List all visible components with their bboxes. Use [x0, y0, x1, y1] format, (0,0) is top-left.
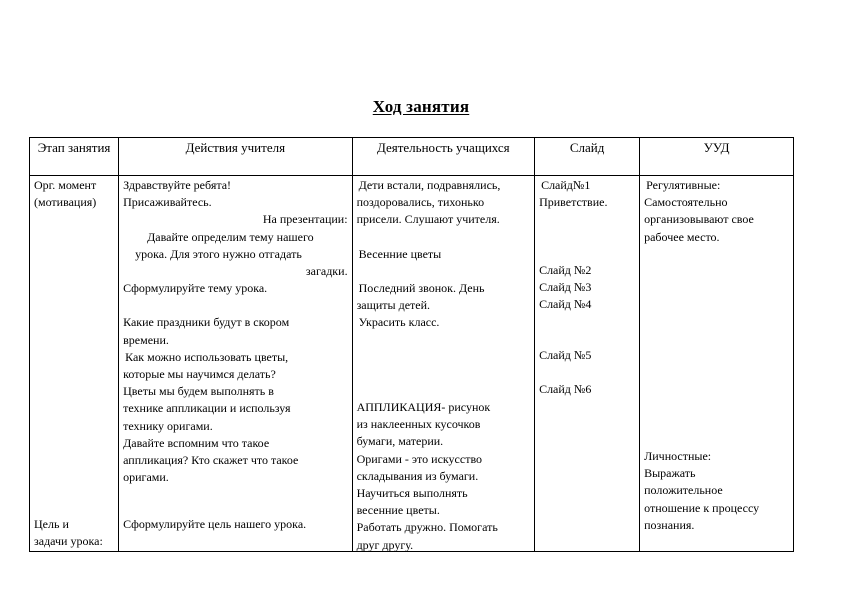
- student-line: Дети встали, подравнялись,: [358, 178, 501, 192]
- uud-line: рабочее место.: [644, 229, 720, 244]
- uud-line: Выражать: [644, 466, 696, 481]
- stage-org-line: Орг. момент: [34, 178, 97, 192]
- slide-3-label: Слайд №3: [539, 280, 592, 295]
- stage-org-line: (мотивация): [34, 195, 97, 210]
- teacher-line: загадки.: [305, 264, 348, 279]
- uud-cell: [640, 176, 794, 552]
- stage-goal-line: Цель и: [34, 517, 69, 531]
- student-line: АППЛИКАЦИЯ- рисунок: [356, 400, 491, 414]
- student-line: друг другу.: [356, 537, 414, 552]
- student-line: бумаги, материи.: [356, 434, 444, 449]
- teacher-line: которые мы научимся делать?: [123, 367, 276, 382]
- uud-line: отношение к процессу: [644, 500, 760, 515]
- uud-line: Личностные:: [644, 449, 712, 463]
- teacher-line: технику оригами.: [123, 418, 213, 433]
- teacher-line: Давайте определим тему нашего: [147, 229, 314, 244]
- table-header-row: [30, 138, 794, 176]
- student-line: из наклеенных кусочков: [356, 417, 481, 432]
- table-row: [30, 176, 794, 552]
- teacher-line: аппликация? Кто скажет что такое: [123, 453, 299, 468]
- student-line: присели. Слушают учителя.: [356, 212, 500, 227]
- header-stage: Этап занятия: [30, 138, 119, 176]
- teacher-line: Какие праздники будут в скором: [123, 315, 290, 330]
- teacher-line: Как можно использовать цветы,: [125, 349, 289, 364]
- student-line: Работать дружно. Помогать: [356, 520, 498, 535]
- page-title: Ход занятия: [372, 97, 470, 116]
- teacher-line: Здравствуйте ребята!: [123, 178, 232, 192]
- student-line: весенние цветы.: [356, 503, 440, 518]
- teacher-line: На презентации:: [262, 212, 348, 227]
- header-teacher-actions: Действия учителя: [119, 138, 352, 176]
- teacher-line: оригами.: [123, 470, 169, 485]
- student-line: Оригами - это искусство: [356, 451, 483, 466]
- student-line: Последний звонок. День: [358, 280, 485, 295]
- teacher-line: Сформулируйте тему урока.: [123, 281, 268, 296]
- header-student-activity: Деятельность учащихся: [352, 138, 535, 176]
- slide-5-label: Слайд №5: [539, 348, 592, 362]
- stage-goal: [34, 516, 103, 550]
- student-line: Украсить класс.: [358, 315, 440, 330]
- teacher-cell: [119, 176, 352, 552]
- teacher-line: Давайте вспомним что такое: [123, 435, 270, 450]
- header-slide: Слайд: [535, 138, 640, 176]
- students-cell: [352, 176, 535, 552]
- stage-goal-line: задачи урока:: [34, 534, 103, 549]
- teacher-line: урока. Для этого нужно отгадать: [135, 246, 302, 261]
- uud-line: познания.: [644, 517, 695, 532]
- slide-1-label: Слайд№1: [541, 178, 591, 192]
- student-line: складывания из бумаги.: [356, 468, 479, 483]
- slide-4-label: Слайд №4: [539, 297, 592, 312]
- slide-1-caption: Приветствие.: [539, 195, 608, 210]
- lesson-plan-table: [29, 137, 794, 552]
- uud-line: Регулятивные:: [646, 178, 721, 192]
- uud-line: Самостоятельно: [644, 195, 728, 210]
- header-uud: УУД: [640, 138, 794, 176]
- student-line: защиты детей.: [356, 298, 431, 313]
- student-line: Научиться выполнять: [356, 486, 468, 501]
- teacher-line: Цветы мы будем выполнять в: [123, 384, 274, 399]
- stage-cell: [30, 176, 119, 552]
- student-line: поздоровались, тихонько: [356, 195, 485, 210]
- teacher-line: технике аппликации и используя: [123, 401, 291, 416]
- teacher-line: Присаживайтесь.: [123, 195, 212, 210]
- uud-line: организовывают свое: [644, 212, 754, 227]
- teacher-line: Сформулируйте цель нашего урока.: [123, 517, 307, 531]
- slide-6-label: Слайд №6: [539, 382, 592, 396]
- student-line: Весенние цветы: [358, 246, 442, 261]
- slide-cell: [535, 176, 640, 552]
- slide-2-label: Слайд №2: [539, 263, 592, 277]
- teacher-line: времени.: [123, 332, 169, 347]
- uud-line: положительное: [644, 483, 723, 498]
